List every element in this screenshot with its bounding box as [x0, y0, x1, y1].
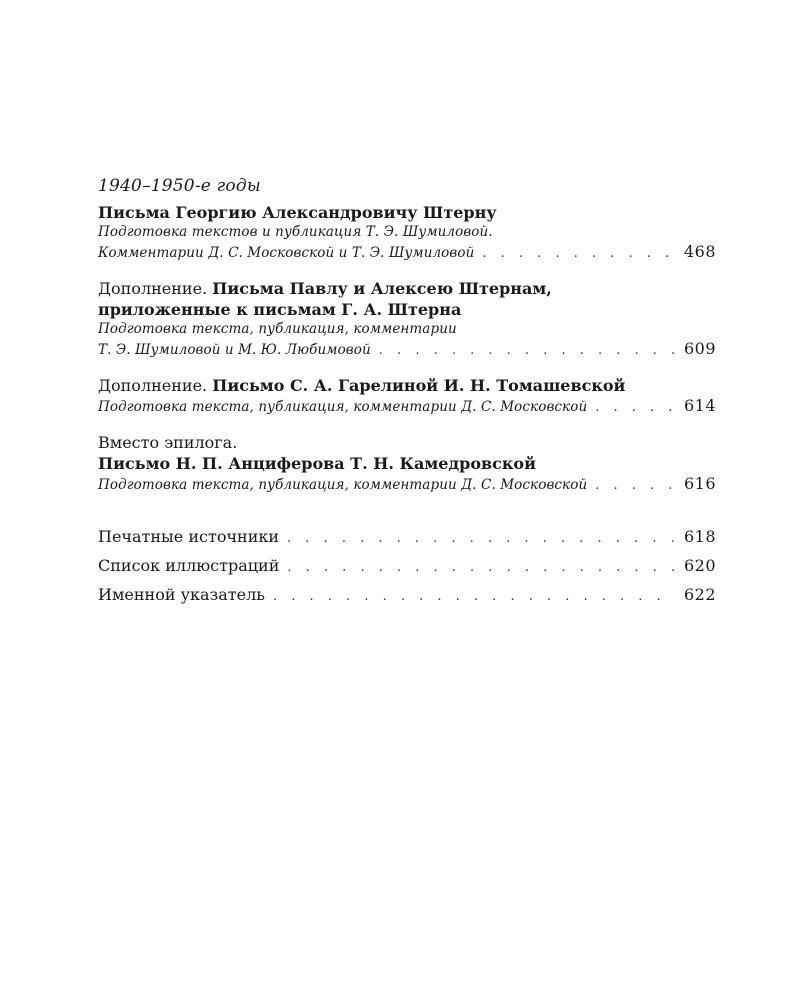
dot-leader	[287, 554, 676, 581]
dot-leader	[273, 583, 676, 610]
dot-leader	[287, 525, 676, 552]
entry-credit-line: Подготовка текста, публикация, комментарии	[98, 321, 457, 337]
entry-credit-line: Подготовка текстов и публикация Т. Э. Шумиловой.	[98, 224, 493, 240]
entry-credit-line: Комментарии Д. С. Московской и Т. Э. Шумиловой	[98, 245, 475, 261]
entry-title	[98, 278, 716, 299]
dot-leader	[482, 244, 676, 263]
entry-credit-line: Подготовка текста, публикация, комментарии Д. С. Московской	[98, 399, 588, 415]
entry-credit-row	[98, 396, 716, 417]
entry-prefix: Дополнение.	[98, 279, 208, 298]
entry-credit-row	[98, 474, 716, 495]
dot-leader	[595, 398, 676, 417]
back-matter-item[interactable]	[98, 523, 716, 552]
toc-entry[interactable]	[98, 278, 716, 360]
dot-leader	[595, 476, 676, 495]
entry-credit-row	[98, 242, 716, 263]
toc-entry[interactable]	[98, 432, 716, 495]
entry-credit-line: Т. Э. Шумиловой и М. Ю. Любимовой	[98, 342, 371, 358]
dot-leader	[379, 341, 676, 360]
back-matter-item[interactable]	[98, 581, 716, 610]
page-number[interactable]: 622	[683, 585, 716, 604]
page-number[interactable]: 616	[683, 474, 716, 493]
page-number[interactable]: 618	[683, 527, 716, 546]
entry-title-bold: Письма Георгию Александровичу Штерну	[98, 203, 497, 222]
entry-title	[98, 299, 716, 320]
entry-title	[98, 375, 716, 396]
entry-title-bold: Письмо Н. П. Анциферова Т. Н. Камедровской	[98, 454, 536, 473]
entry-credit-row	[98, 339, 716, 360]
back-matter-label: Список иллюстраций	[98, 556, 280, 575]
page-number[interactable]: 620	[683, 556, 716, 575]
entry-title-bold: приложенные к письмам Г. А. Штерна	[98, 300, 462, 319]
entry-title-bold: Письмо С. А. Гарелиной И. Н. Томашевской	[212, 376, 626, 395]
back-matter-item[interactable]	[98, 552, 716, 581]
entry-title	[98, 453, 716, 474]
entry-prefix: Дополнение.	[98, 376, 208, 395]
back-matter-label: Печатные источники	[98, 527, 280, 546]
page-number[interactable]: 609	[683, 339, 716, 358]
toc-entry[interactable]	[98, 375, 716, 417]
section-heading: 1940–1950-е годы	[98, 176, 261, 196]
page-number[interactable]: 614	[683, 396, 716, 415]
page-number[interactable]: 468	[683, 242, 716, 261]
entry-credit-line: Подготовка текста, публикация, комментарии Д. С. Московской	[98, 477, 588, 493]
table-of-contents	[98, 176, 716, 610]
toc-entry[interactable]	[98, 202, 716, 263]
back-matter-label: Именной указатель	[98, 585, 265, 604]
entry-title	[98, 202, 716, 223]
back-matter-list	[98, 523, 716, 610]
entry-title-bold: Письма Павлу и Алексею Штернам,	[212, 279, 552, 298]
entry-prefix: Вместо эпилога.	[98, 433, 238, 452]
entry-prefix-line	[98, 432, 716, 453]
